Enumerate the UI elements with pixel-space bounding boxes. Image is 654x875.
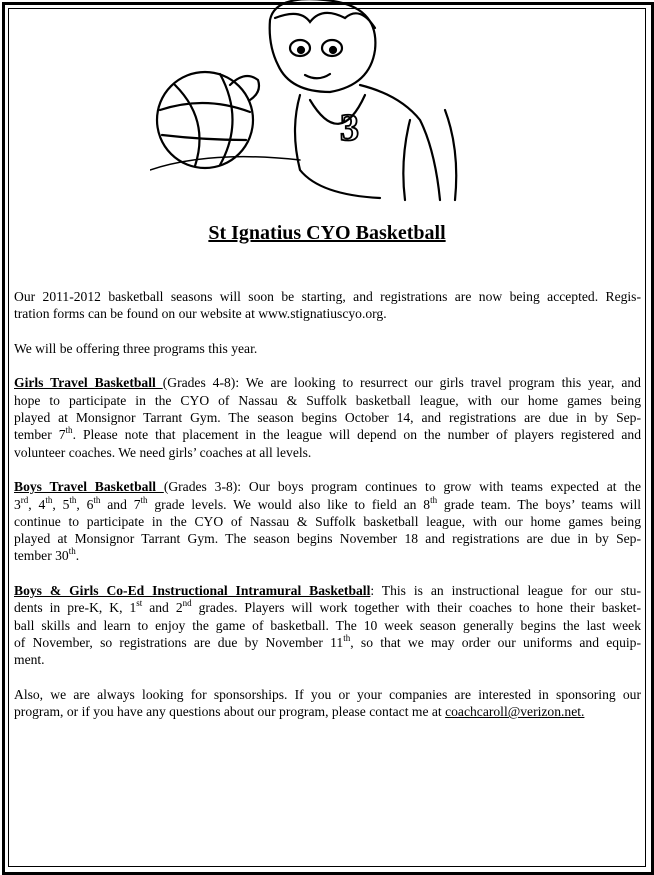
text-segment: continue to participate in the CYO of Nassau & Suffolk basketball league, with our home games being xyxy=(14,513,641,529)
superscript: rd xyxy=(20,494,29,505)
text-line xyxy=(14,426,641,443)
superscript: th xyxy=(93,494,101,505)
text-line xyxy=(14,599,641,616)
text-segment: of November, so registrations are due by November 11 xyxy=(14,634,344,650)
text-line xyxy=(14,634,641,651)
program-heading: Girls Travel Basketball xyxy=(14,375,163,391)
superscript: th xyxy=(45,494,53,505)
text-line xyxy=(14,703,641,720)
text-segment: ball skills and learn to enjoy the game of basketball. The 10 week season generally begins the last week xyxy=(14,617,641,633)
text-segment: dents in pre-K, K, 1 xyxy=(14,600,137,616)
basketball-icon xyxy=(157,72,253,168)
superscript: st xyxy=(136,598,143,609)
text-segment: (Grades 3-8): Our boys program continues to grow with teams expected at the xyxy=(163,479,641,495)
text-line xyxy=(14,478,641,495)
document-body xyxy=(14,288,641,738)
text-line xyxy=(14,582,641,599)
text-segment: grade team. The boys’ teams will xyxy=(437,496,642,512)
text-segment: volunteer coaches. We need girls’ coaches at all levels. xyxy=(14,444,312,460)
text-line xyxy=(14,651,641,668)
text-segment: ment. xyxy=(14,652,45,668)
superscript: th xyxy=(430,494,438,505)
text-segment: tember 7 xyxy=(14,427,66,443)
text-segment: hope to participate in the CYO of Nassau & Suffolk basketball league, with our home games being xyxy=(14,392,641,408)
superscript: th xyxy=(65,425,73,436)
text-line xyxy=(14,496,641,513)
text-segment: and 2 xyxy=(142,600,183,616)
text-segment: tember 30 xyxy=(14,548,69,564)
text-line xyxy=(14,409,641,426)
paragraph xyxy=(14,288,641,323)
program-heading: Boys & Girls Co-Ed Instructional Intramural Basketball xyxy=(14,583,371,599)
program-heading: Boys Travel Basketball xyxy=(14,479,164,495)
superscript: th xyxy=(343,632,351,643)
text-segment: , so that we may order our uniforms and equip- xyxy=(350,634,641,650)
text-line xyxy=(14,305,641,322)
text-segment: : This is an instructional league for our stu- xyxy=(370,583,642,599)
paragraph xyxy=(14,582,641,668)
text-segment: , 5 xyxy=(52,496,70,512)
text-segment: . Please note that placement in the league will depend on the number of players registered and xyxy=(72,427,641,443)
superscript: th xyxy=(140,494,148,505)
text-line xyxy=(14,513,641,530)
text-segment: Also, we are always looking for sponsorships. If you or your companies are interested in sponsoring our xyxy=(14,686,641,702)
text-segment: played at Monsignor Tarrant Gym. The season begins November 18 and registrations are due in by Sep- xyxy=(14,531,641,547)
page-title: St Ignatius CYO Basketball xyxy=(208,222,446,244)
text-segment: grade levels. We would also like to field an 8 xyxy=(147,496,431,512)
text-line xyxy=(14,392,641,409)
text-segment: 3 xyxy=(14,496,21,512)
text-segment: played at Monsignor Tarrant Gym. The season begins October 14, and registrations are due in by Sep- xyxy=(14,410,641,426)
text-line xyxy=(14,547,641,564)
paragraph xyxy=(14,340,641,357)
text-segment: and 7 xyxy=(100,496,141,512)
text-segment: We will be offering three programs this year. xyxy=(14,340,258,356)
text-segment: (Grades 4-8): We are looking to resurrect our girls travel program this year, and xyxy=(162,375,641,391)
paragraph xyxy=(14,374,641,460)
text-line xyxy=(14,374,641,391)
jersey-number: 3 xyxy=(340,107,359,149)
text-line xyxy=(14,340,641,357)
paragraph xyxy=(14,478,641,564)
text-segment: , 4 xyxy=(28,496,46,512)
superscript: th xyxy=(69,494,77,505)
text-line xyxy=(14,530,641,547)
text-line xyxy=(14,444,641,461)
contact-email-link[interactable]: coachcaroll@verizon.net. xyxy=(445,704,585,720)
text-line xyxy=(14,617,641,634)
text-segment: Our 2011-2012 basketball seasons will soon be starting, and registrations are now being accepted. Regis- xyxy=(14,289,641,304)
text-line xyxy=(14,288,641,305)
text-segment: tration forms can be found on our website at www.stignatiuscyo.org. xyxy=(14,306,387,322)
paragraph xyxy=(14,686,641,721)
superscript: th xyxy=(68,546,76,557)
basketball-player-illustration xyxy=(150,0,470,210)
text-segment: program, or if you have any questions about our program, please contact me at xyxy=(14,704,446,720)
text-segment: grades. Players will work together with their coaches to hone their basket- xyxy=(191,600,641,616)
superscript: nd xyxy=(182,598,192,609)
text-segment: , 6 xyxy=(76,496,94,512)
text-segment: . xyxy=(75,548,80,564)
text-line xyxy=(14,686,641,703)
